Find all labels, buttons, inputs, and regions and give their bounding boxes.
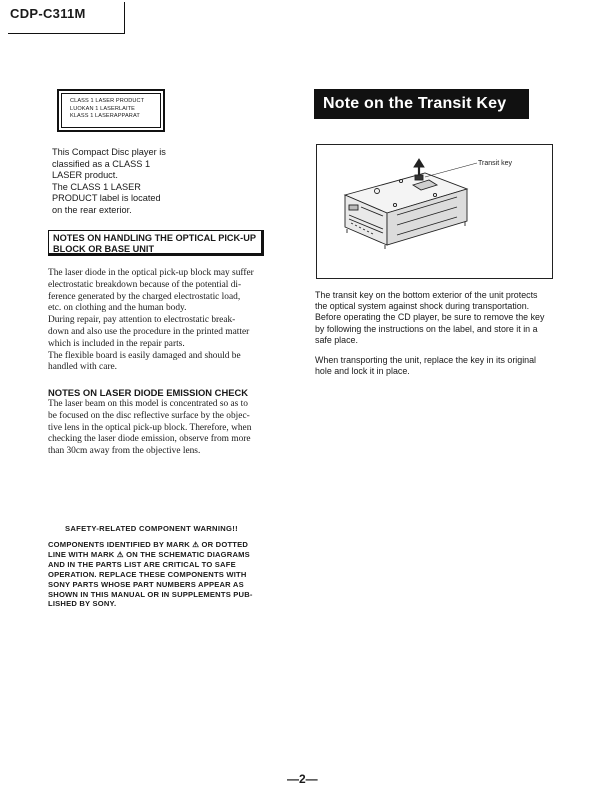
- laser-label-line: LUOKAN 1 LASERLAITE: [70, 105, 136, 112]
- laser-label-line: KLASS 1 LASERAPPARAT: [70, 113, 140, 119]
- header-tick: [124, 2, 125, 34]
- emission-check-body: The laser beam on this model is concentrated so as to be focused on the disc reflective surface by the objec- tive lens in the optical pick-up block. Therefore, when checking the laser diode emission, observe from more than 30cm away from the objective lens.: [48, 399, 252, 457]
- page-number: —2—: [287, 772, 318, 786]
- safety-warning-body: COMPONENTS IDENTIFIED BY MARK ⚠ OR DOTTED LINE WITH MARK ⚠ ON THE SCHEMATIC DIAGRAMS AND IN THE PARTS LIST ARE CRITICAL TO SAFE OPERATION. REPLACE THESE COMPONENTS WITH SONY PARTS WHOSE PART NUMBERS APPEAR AS SHOWN IN THIS MANUAL OR IN SUPPLEMENTS PUB- LISHED BY SONY.: [48, 540, 253, 609]
- emission-check-heading: NOTES ON LASER DIODE EMISSION CHECK: [48, 387, 249, 398]
- class-note: This Compact Disc player is classified as a CLASS 1 LASER product. The CLASS 1 LASER PRODUCT label is located on the rear exterior.: [52, 147, 166, 215]
- transit-para-2: When transporting the unit, replace the key in its original hole and lock it in place.: [315, 355, 537, 377]
- header-rule: [8, 33, 125, 34]
- transit-key-banner: Note on the Transit Key: [314, 89, 529, 119]
- transit-key-label: Transit key: [478, 160, 512, 167]
- model-number: CDP-C311M: [10, 6, 86, 21]
- transit-key-figure: [316, 144, 553, 279]
- laser-class-label-inner: [61, 93, 161, 128]
- laser-class-label: [57, 89, 165, 132]
- cd-player-illustration: [317, 145, 552, 278]
- pickup-notes-body: The laser diode in the optical pick-up block may suffer electrostatic breakdown because of the potential di- ference generated by the charged electrostatic load, etc. on clothing and the human body. During repair, pay attention to electrostatic break- down and also use the procedure in the printed matter which is included in the repair parts. The flexible board is easily damaged and should be handled with care.: [48, 268, 254, 373]
- pickup-notes-heading: NOTES ON HANDLING THE OPTICAL PICK-UP BLOCK OR BASE UNIT: [48, 230, 264, 256]
- safety-warning-title: SAFETY-RELATED COMPONENT WARNING!!: [65, 524, 238, 533]
- laser-label-line: CLASS 1 LASER PRODUCT: [70, 98, 145, 104]
- transit-para-1: The transit key on the bottom exterior of the unit protects the optical system against shock during transportation. Before operating the CD player, be sure to remove the key by following the instructions on the label, and store it in a safe place.: [315, 290, 545, 345]
